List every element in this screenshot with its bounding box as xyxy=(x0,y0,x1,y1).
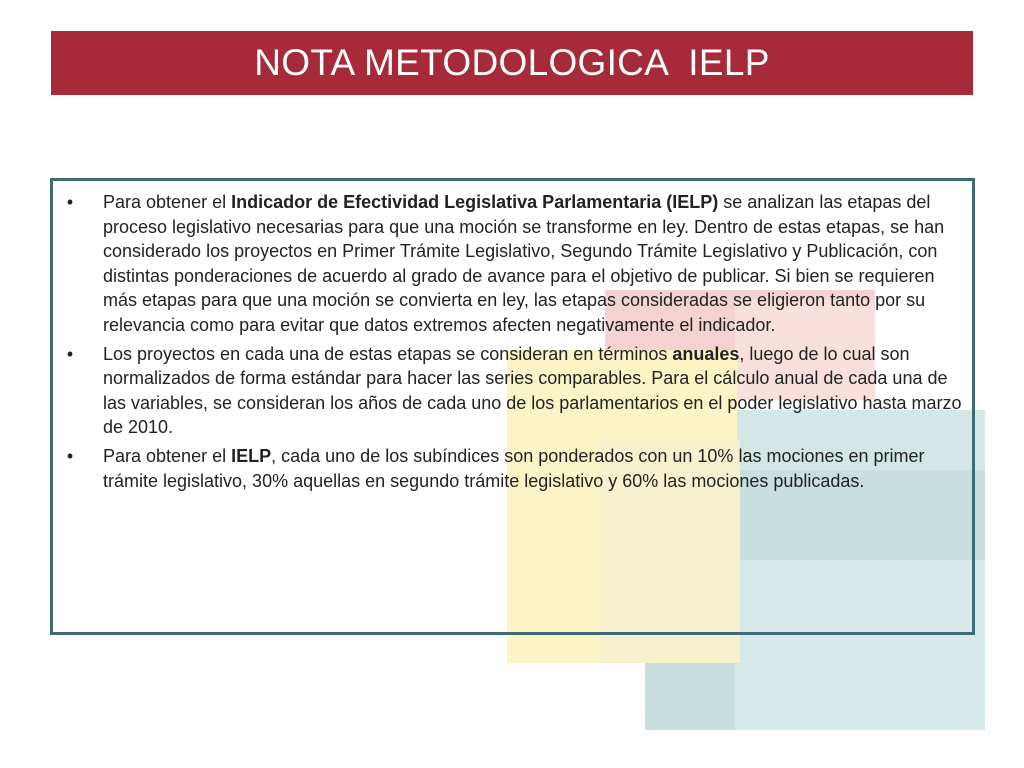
bullet-icon: • xyxy=(66,343,74,364)
bullet-text-bold: anuales xyxy=(672,343,740,364)
bullet-text-start: Los proyectos en cada una de estas etapas se consideran en términos xyxy=(103,343,673,364)
bullet-item-ielp-definition xyxy=(63,190,968,338)
bullet-item-annual-projects xyxy=(63,342,968,440)
content-box xyxy=(50,178,975,635)
bullet-item-weighting xyxy=(63,444,968,493)
title-bar xyxy=(51,31,973,95)
bullet-text-bold: IELP xyxy=(231,445,272,466)
slide-title: NOTA METODOLOGICA IELP xyxy=(254,42,770,83)
bullet-text-end: , cada uno de los subíndices son ponderados con un 10% las mociones en primer trámite legislativo, 30% aquellas en segundo trámite legislativo y 60% las mociones publicadas. xyxy=(103,445,925,491)
bullet-icon: • xyxy=(66,445,74,466)
bullet-icon: • xyxy=(66,192,74,212)
bullet-list xyxy=(63,190,968,497)
bullet-text-end: se analizan las etapas del proceso legislativo necesarias para que una moción se transforme en ley. Dentro de estas etapas, se han considerado los proyectos en Primer Trámite Legislativo, Segundo Trámite Legislativo y Publicación, con distintas ponderaciones de acuerdo al grado de avance para el objetivo de publicar. Si bien se requieren más etapas para que una moción se convierta en ley, las etapas consideradas se eligieron tanto por su relevancia como para evitar que datos extremos afecten negativamente el indicador. xyxy=(103,192,945,335)
bullet-text-bold: Indicador de Efectividad Legislativa Parlamentaria (IELP) xyxy=(231,192,719,212)
bullet-text-start: Para obtener el xyxy=(103,445,232,466)
bullet-text-end: , luego de lo cual son normalizados de forma estándar para hacer las series comparables. Para el cálculo anual de cada una de las variables, se consideran los años de cada uno de los parlamentarios en el poder legislativo hasta marzo de 2010. xyxy=(103,343,962,438)
bullet-text-start: Para obtener el xyxy=(103,192,232,212)
